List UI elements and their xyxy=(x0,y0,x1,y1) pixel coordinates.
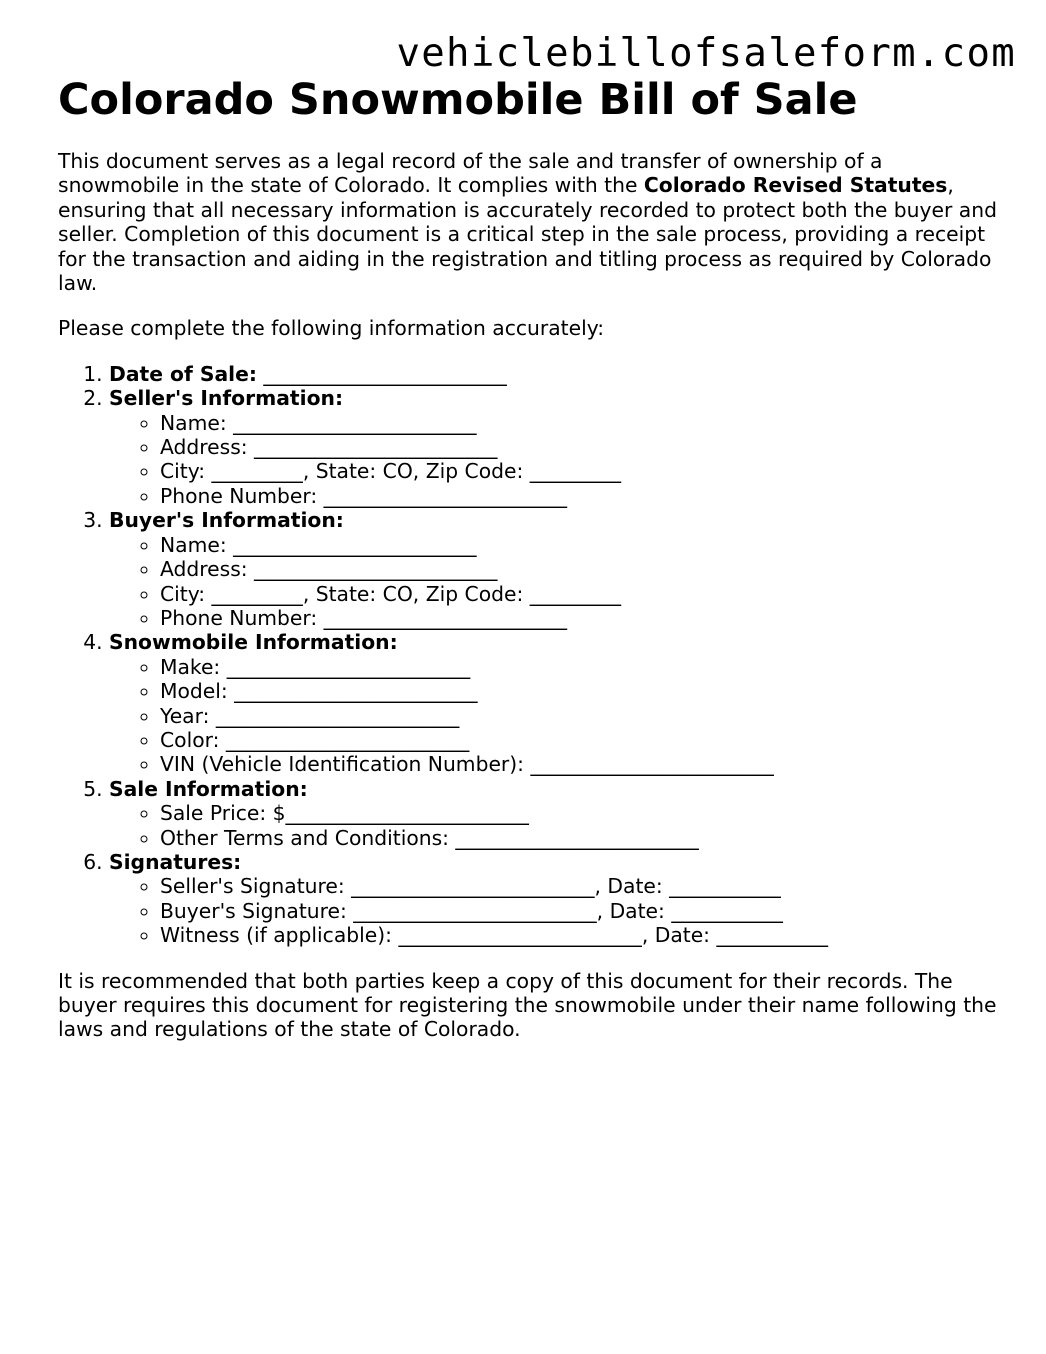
snowmobile-color-field[interactable]: ◦ Color: ________________________ xyxy=(160,728,998,752)
intro-text-end: , ensuring that all necessary information is accurately recorded to protect both the buyer and seller. Completion of this document is a critical step in the sale process, providing a receipt for the transaction and aiding in the registration and titling process as required by Colorado law. xyxy=(58,173,997,296)
snowmobile-fields-list xyxy=(109,655,998,777)
other-terms-field[interactable]: ◦ Other Terms and Conditions: ________________________ xyxy=(160,826,998,850)
signature-fields-list xyxy=(109,874,998,947)
date-of-sale-item xyxy=(109,362,998,386)
document-page xyxy=(58,74,998,1042)
seller-phone-field[interactable]: ◦ Phone Number: ________________________ xyxy=(160,484,998,508)
seller-name-field[interactable]: ◦ Name: ________________________ xyxy=(160,411,998,435)
snowmobile-model-field[interactable]: ◦ Model: ________________________ xyxy=(160,679,998,703)
buyer-name-field[interactable]: ◦ Name: ________________________ xyxy=(160,533,998,557)
closing-paragraph: It is recommended that both parties keep a copy of this document for their records. The buyer requires this document for registering the snowmobile under their name following the laws and regulations of the state of Colorado. xyxy=(58,968,997,1042)
buyer-city-state-zip-field[interactable]: ◦ City: _________, State: CO, Zip Code: _________ xyxy=(160,582,998,606)
sale-price-field[interactable]: ◦ Sale Price: $________________________ xyxy=(160,801,998,825)
buyer-signature-field[interactable]: ◦ Buyer's Signature: ________________________, Date: ___________ xyxy=(160,899,998,923)
seller-signature-field[interactable]: ◦ Seller's Signature: ________________________, Date: ___________ xyxy=(160,874,998,898)
buyer-information-item xyxy=(109,508,998,630)
witness-signature-field[interactable]: ◦ Witness (if applicable): ________________________, Date: ___________ xyxy=(160,923,998,947)
buyer-address-field[interactable]: ◦ Address: ________________________ xyxy=(160,557,998,581)
buyer-phone-field[interactable]: ◦ Phone Number: ________________________ xyxy=(160,606,998,630)
statute-reference: Colorado Revised Statutes xyxy=(643,173,948,198)
sale-information-heading: Sale Information: xyxy=(109,776,308,801)
date-of-sale-field[interactable]: ________________________ xyxy=(256,361,507,386)
seller-city-state-zip-field[interactable]: ◦ City: _________, State: CO, Zip Code: _________ xyxy=(160,459,998,483)
intro-text-start: This document serves as a legal record of the sale and transfer of ownership of a snowmobile in the state of Colorado. It complies with the xyxy=(58,149,883,198)
form-sections-list xyxy=(58,362,998,948)
intro-paragraph xyxy=(58,149,998,295)
snowmobile-information-item xyxy=(109,630,998,776)
seller-information-heading: Seller's Information: xyxy=(109,386,344,411)
snowmobile-make-field[interactable]: ◦ Make: ________________________ xyxy=(160,655,998,679)
snowmobile-information-heading: Snowmobile Information: xyxy=(109,630,398,655)
date-of-sale-label: Date of Sale: xyxy=(109,361,257,386)
snowmobile-vin-field[interactable]: ◦ VIN (Vehicle Identification Number): ________________________ xyxy=(160,752,998,776)
site-watermark: vehiclebillofsaleform.com xyxy=(396,31,1016,76)
seller-fields-list xyxy=(109,411,998,509)
seller-information-item xyxy=(109,386,998,508)
snowmobile-year-field[interactable]: ◦ Year: ________________________ xyxy=(160,704,998,728)
buyer-information-heading: Buyer's Information: xyxy=(109,508,344,533)
seller-address-field[interactable]: ◦ Address: ________________________ xyxy=(160,435,998,459)
page-title: Colorado Snowmobile Bill of Sale xyxy=(58,75,858,125)
signatures-item xyxy=(109,850,998,948)
buyer-fields-list xyxy=(109,533,998,631)
sale-fields-list xyxy=(109,801,998,850)
signatures-heading: Signatures: xyxy=(109,849,242,874)
instructions-prompt: Please complete the following information accurately: xyxy=(58,316,605,341)
sale-information-item xyxy=(109,777,998,850)
